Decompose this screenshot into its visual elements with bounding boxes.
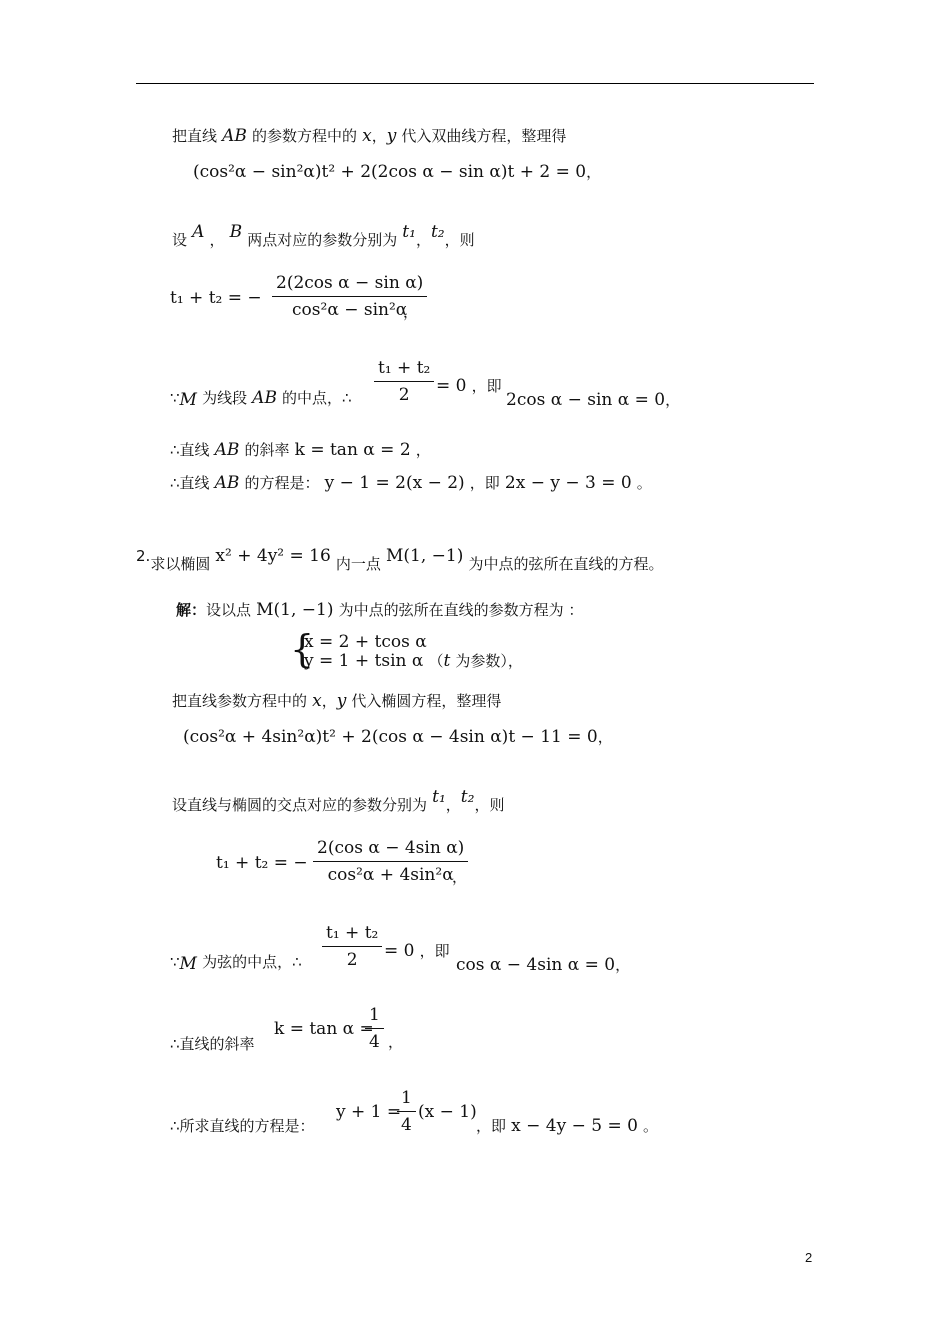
p2-sum-lhs: t₁ + t₂ = − [216, 853, 308, 873]
p1-intro-text-c: 代入双曲线方程，整理得 [401, 127, 567, 145]
p2-solution-line [176, 600, 583, 620]
p2-final-lhs-line [336, 1102, 401, 1122]
p1-sum-lhs-line [170, 288, 262, 308]
p1-equation-line [193, 162, 601, 182]
p2-sub-y: y [336, 691, 347, 711]
p2-ellipse-equation: x² + 4y² = 16 [215, 546, 331, 566]
p2-mid-tail: ， [615, 956, 631, 974]
p2-solution-label: 解： [176, 601, 207, 619]
p1-mid-line [170, 388, 352, 408]
p2-final-numerator: 1 [397, 1088, 416, 1112]
p2-question-line [136, 546, 664, 573]
p2-mid-result: cos α − 4sin α = 0 [456, 955, 616, 975]
p2-sub-comma: ， [321, 692, 337, 710]
p1-slope-text-b: 的斜率 [244, 441, 290, 459]
p2-final-eq-line [476, 1116, 658, 1136]
p1-intro-text-b: 的参数方程中的 [251, 127, 357, 145]
p2-slope-eq-line [274, 1019, 374, 1039]
p1-line-equation-2: 2x − y − 3 = 0 [504, 473, 632, 493]
p2-set-comma: ， [445, 796, 461, 814]
p2-mid-line [170, 952, 302, 972]
p2-mid-fraction [322, 923, 382, 970]
p1-mid-numerator: t₁ + t₂ [374, 358, 434, 382]
p2-mid-denominator: 2 [346, 950, 358, 970]
p1-slope-ab: AB [214, 440, 240, 460]
p1-set-text-b: 两点对应的参数分别为 [247, 231, 398, 249]
p1-mid-result-line [506, 390, 680, 410]
p1-sum-numerator: 2(2cos α − sin α) [272, 273, 427, 297]
p2-system-x: x = 2 + tcos α [304, 632, 427, 652]
p2-mid-text-a: 为弦的中点，∴ [202, 953, 302, 971]
p1-intro-comma: ， [371, 127, 387, 145]
p1-line-equation: y − 1 = 2(x − 2) [324, 473, 465, 493]
p2-sub-text-a: 把直线参数方程中的 [172, 692, 308, 710]
p2-mid-numerator: t₁ + t₂ [322, 923, 382, 947]
p1-set-text-a: 设 [172, 231, 188, 249]
p1-mid-eq-zero: = 0 [436, 376, 467, 396]
p1-mid-m: M [179, 390, 197, 410]
p2-system-y: y = 1 + tsin α [304, 651, 424, 671]
p2-final-text-a: ∴所求直线的方程是： [170, 1117, 315, 1135]
p1-sum-tail: ， [403, 303, 419, 321]
p2-solution-text-a: 设以点 [206, 601, 252, 619]
p1-intro-x: x [362, 126, 372, 146]
p2-slope-text-a: ∴直线的斜率 [170, 1035, 255, 1053]
p2-question-point: M(1, −1) [386, 546, 464, 566]
p2-system-brace: { [290, 627, 315, 671]
p2-sum-tail-line [452, 867, 467, 887]
p2-set-t1: t₁ [432, 787, 446, 807]
p2-slope-denominator: 4 [369, 1032, 380, 1052]
p1-because-symbol: ∵ [170, 389, 180, 407]
p1-quadratic-equation: (cos²α − sin²α)t² + 2(2cos α − sin α)t + 2 = 0 [193, 162, 587, 182]
p2-system-t: t [443, 651, 451, 671]
p1-sum-denominator: cos²α − sin²α [292, 300, 408, 320]
p2-system-y-line [304, 651, 523, 671]
p1-mid-tail: ， [665, 391, 681, 409]
p1-intro-ab: AB [222, 126, 247, 146]
p1-set-t2: t₂ [430, 222, 445, 242]
p1-slope-tail: ， [415, 441, 431, 459]
p2-mid-eq-zero: = 0 [384, 941, 415, 961]
p1-set-point-a: A [192, 222, 205, 242]
p1-mid-text-b: 的中点，∴ [282, 389, 352, 407]
p2-slope-text-line [170, 1034, 255, 1054]
p2-final-tail: 。 [643, 1117, 659, 1135]
p2-slope-tail-line [388, 1032, 403, 1052]
p2-final-text-line [170, 1116, 315, 1136]
p1-mid-eq-line [436, 376, 502, 396]
p1-sum-lhs: t₁ + t₂ = − [170, 288, 262, 308]
p1-equation-tail: ， [586, 163, 602, 181]
p2-set-t2: t₂ [460, 787, 475, 807]
p2-system-paren: （ [428, 652, 444, 670]
p1-mid-fraction [374, 358, 434, 405]
p1-mid-ab: AB [252, 388, 277, 408]
p2-sum-numerator: 2(cos α − 4sin α) [313, 838, 468, 862]
p2-equation-line [183, 727, 613, 747]
p2-equation-tail: ， [597, 728, 613, 746]
p2-mid-text-b: ，即 [419, 942, 450, 960]
page-number: 2 [805, 1250, 813, 1265]
p2-final-denominator: 4 [401, 1115, 412, 1135]
p2-mid-eq-line [384, 941, 450, 961]
p2-sub-text-b: 代入椭圆方程，整理得 [351, 692, 502, 710]
p2-sum-lhs-line [216, 853, 308, 873]
p2-because-symbol: ∵ [170, 953, 180, 971]
p1-mid-denominator: 2 [398, 385, 410, 405]
p1-set-point-b: B [229, 222, 243, 242]
p2-mid-m: M [179, 954, 197, 974]
p1-line-text-a: ∴直线 [170, 474, 210, 492]
p1-line-eq-line [170, 473, 652, 493]
p2-question-text-c: 为中点的弦所在直线的方程。 [468, 555, 664, 573]
p2-system-x-line [304, 632, 427, 652]
p2-set-line [172, 787, 505, 815]
p2-question-text-a: 求以椭圆 [150, 555, 211, 573]
p1-intro-line [172, 126, 566, 146]
p2-mid-result-line [456, 955, 630, 975]
p2-slope-numerator: 1 [365, 1005, 384, 1029]
p2-sum-tail: ， [452, 868, 468, 886]
p2-set-text-b: ，则 [474, 796, 505, 814]
p2-system-param-note: 为参数）， [455, 652, 523, 670]
p2-sum-denominator: cos²α + 4sin²α [327, 865, 454, 885]
p1-line-tail: 。 [636, 474, 652, 492]
p2-question-text-b: 内一点 [335, 555, 381, 573]
p1-slope-line [170, 440, 431, 460]
p1-slope-equation: k = tan α = 2 [294, 440, 411, 460]
p2-slope-fraction [365, 1005, 384, 1052]
p2-question-number: 2. [136, 547, 151, 565]
p1-line-ab: AB [214, 473, 240, 493]
p1-set-text-c: ，则 [444, 231, 475, 249]
p2-slope-equation: k = tan α = [274, 1019, 374, 1039]
p2-slope-tail: ， [388, 1033, 404, 1051]
p2-quadratic-equation: (cos²α + 4sin²α)t² + 2(cos α − 4sin α)t − 11 = 0 [183, 727, 598, 747]
p1-mid-text-c: ，即 [471, 377, 502, 395]
p2-sub-x: x [312, 691, 322, 711]
p1-set-comma2: ， [415, 231, 431, 249]
p2-final-fraction [397, 1088, 416, 1135]
p2-sub-line [172, 691, 501, 711]
p2-sum-fraction [313, 838, 468, 885]
p2-final-rhs-line [418, 1102, 477, 1122]
p1-sum-tail-line [403, 302, 418, 322]
p1-mid-text-a: 为线段 [202, 389, 248, 407]
p2-final-equation: x − 4y − 5 = 0 [511, 1116, 638, 1136]
p2-solution-point: M(1, −1) [256, 600, 334, 620]
p1-set-line [172, 222, 475, 250]
p1-set-comma: ， [209, 231, 225, 249]
p1-intro-text-a: 把直线 [172, 127, 218, 145]
p2-final-text-b: ，即 [476, 1117, 507, 1135]
p1-intro-y: y [386, 126, 397, 146]
p1-mid-result: 2cos α − sin α = 0 [506, 390, 666, 410]
p2-final-rhs: (x − 1) [418, 1102, 477, 1122]
p2-set-text-a: 设直线与椭圆的交点对应的参数分别为 [172, 796, 428, 814]
p1-set-t1: t₁ [402, 222, 416, 242]
p1-line-text-b: 的方程是： [244, 474, 320, 492]
p2-final-lhs: y + 1 = [336, 1102, 402, 1122]
p2-solution-text-b: 为中点的弦所在直线的参数方程为 ： [338, 601, 584, 619]
header-rule [136, 83, 814, 84]
p1-slope-text-a: ∴直线 [170, 441, 210, 459]
p1-line-text-c: ，即 [469, 474, 500, 492]
